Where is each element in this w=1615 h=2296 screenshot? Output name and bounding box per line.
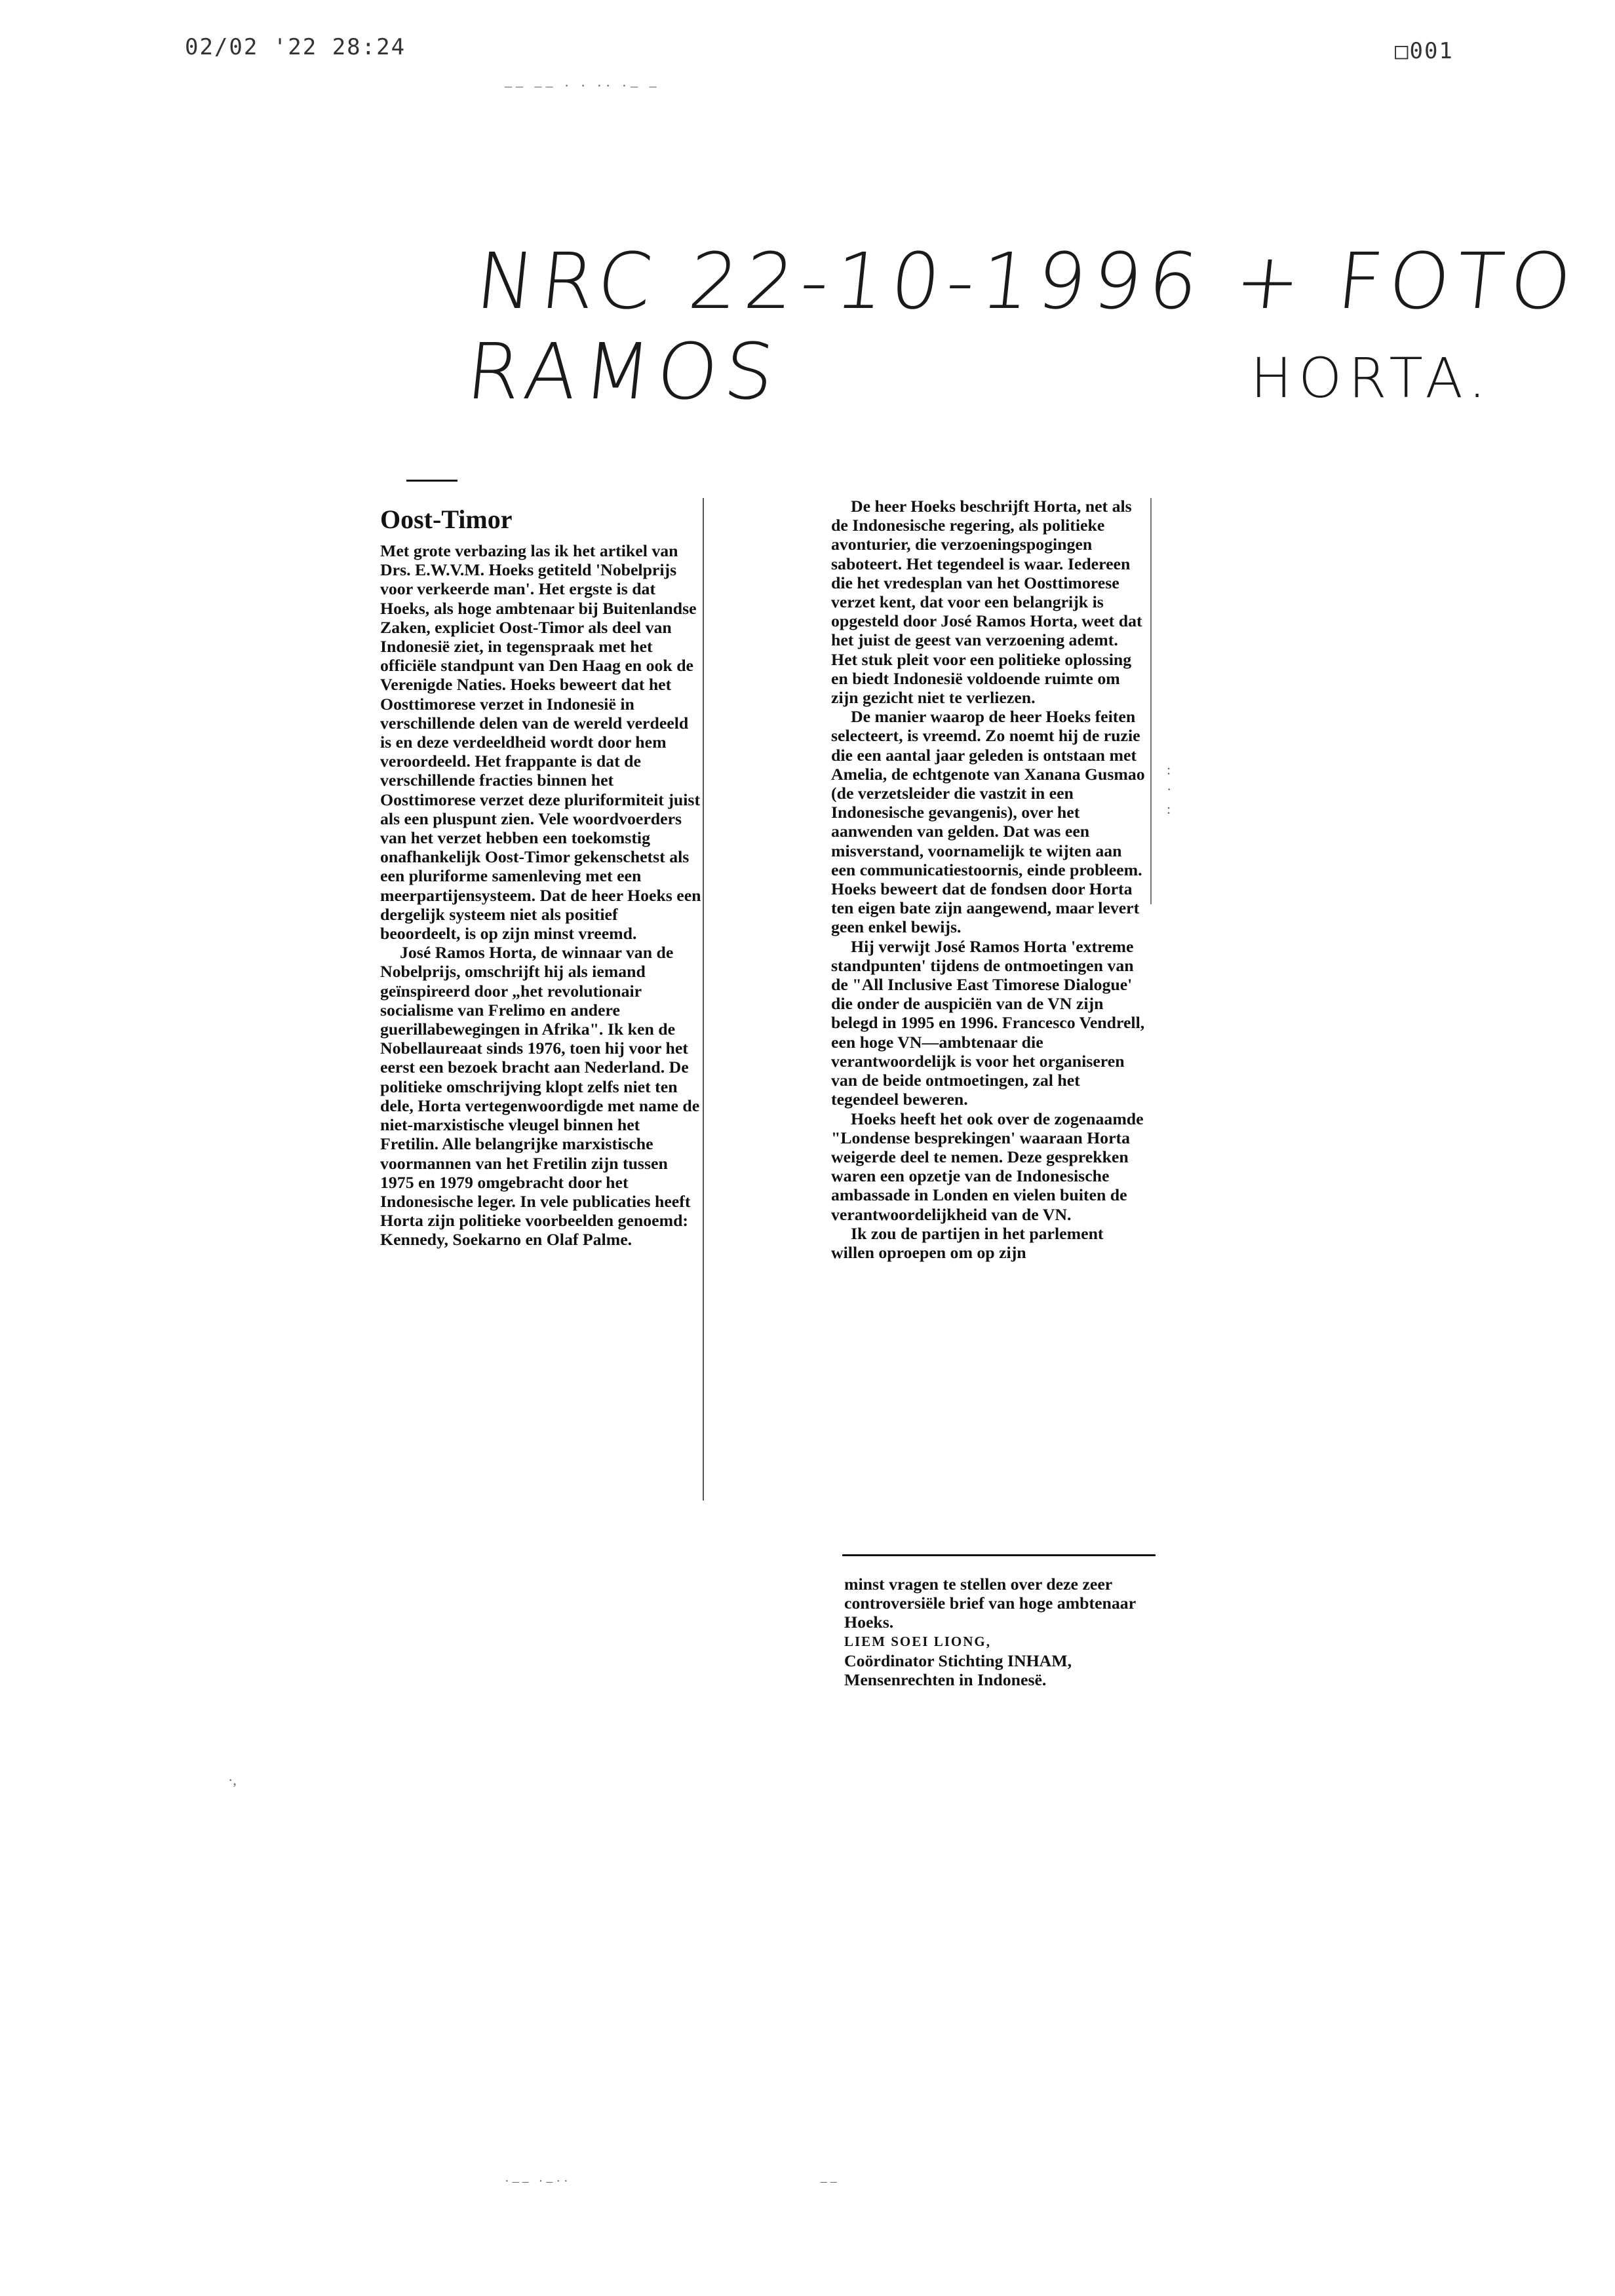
article-paragraph: Met grote verbazing las ik het artikel van Drs. E.W.V.M. Hoeks getiteld 'Nobelprijs voor verkeerde man'. Het ergste is dat Hoeks, als hoge ambtenaar bij Buitenlandse Zaken, expliciet Oost-Timor als deel van Indonesië ziet, in tegenspraak met het officiële standpunt van Den Haag en ook de Verenigde Naties. Hoeks beweert dat het Oosttimorese verzet in Indonesië in verschillende delen van de wereld verdeeld is en deze verdeeldheid wordt door hem veroordeeld. Het frappante is dat de verschillende fracties binnen het Oosttimorese verzet deze pluriformiteit juist als een pluspunt zien. Vele woordvoerders van het verzet hebben een toekomstig onafhankelijk Oost-Timor gekenschetst als een pluriforme samenleving met een meerpartijensysteem. Dat de heer Hoeks een dergelijk systeem niet als positief beoordeelt, is op zijn minst vreemd. (380, 541, 701, 944)
handwritten-annotation-line1: NRC 22-10-1996 + FOTO RAMOS (462, 236, 1583, 417)
column-divider-right (1150, 498, 1152, 904)
signature-role: Coördinator Stichting INHAM, (844, 1651, 1072, 1670)
article-paragraph: minst vragen te stellen over deze zeer controversiële brief van hoge ambtenaar Hoeks. (844, 1575, 1136, 1632)
headline-rule (406, 480, 457, 482)
article-paragraph: Hoeks heeft het ook over de zogenaamde "Londense besprekingen' waaraan Horta weigerde deel te nemen. Deze gesprekken waren een opzetje van de Indonesische ambassade in Londen en vielen buiten de verantwoordelijkheid van de VN. (831, 1109, 1144, 1224)
signature-org: Mensenrechten in Indonesë. (844, 1670, 1047, 1690)
article-headline: Oost-Timor (380, 505, 513, 534)
column-end-rule (842, 1554, 1156, 1556)
article-column-2 (831, 497, 1146, 1262)
scan-noise: ·–– ·–·· –– (505, 2174, 840, 2189)
column-divider (703, 498, 704, 1501)
handwritten-annotation-line2: HORTA. (1251, 346, 1493, 410)
article-paragraph: Ik zou de partijen in het parlement willen oproepen om op zijn (831, 1223, 1104, 1262)
article-column-1 (380, 505, 701, 1250)
fax-timestamp: 02/02 '22 28:24 (185, 34, 406, 60)
scan-noise: –– –– · · ·· ·– – (505, 77, 661, 94)
article-paragraph: De heer Hoeks beschrijft Horta, net als de Indonesische regering, als politieke avonturier, die verzoeningspogingen saboteert. Het tegendeel is waar. Iedereen die het vredesplan van het Oosttimorese verzet kent, dat voor een belangrijk is opgesteld door José Ramos Horta, weet dat het juist de geest van verzoening ademt. Het stuk pleit voor een politieke oplossing en biedt Indonesië voldoende ruimte om zijn gezicht niet te verliezen. (831, 497, 1142, 708)
article-column-3 (844, 1575, 1152, 1689)
scan-noise: : · : (1167, 761, 1172, 817)
article-paragraph: Hij verwijt José Ramos Horta 'extreme standpunten' tijdens de ontmoetingen van de "All Inclusive East Timorese Dialogue' die onder de auspiciën van de VN zijn belegd in 1995 en 1996. Francesco Vendrell, een hoge VN—ambtenaar die verantwoordelijk is voor het organiseren van de beide ontmoetingen, zal het tegendeel beweren. (831, 936, 1145, 1109)
signature-name: LIEM SOEI LIONG, (844, 1633, 991, 1649)
article-paragraph: De manier waarop de heer Hoeks feiten selecteert, is vreemd. Zo noemt hij de ruzie die een aantal jaar geleden is ontstaan met Amelia, de echtgenote van Xanana Gusmao (de verzetsleider die vastzit in een Indonesische gevangenis), over het aanwenden van gelden. Dat was een misverstand, voornamelijk te wijten aan een communicatiestoornis, einde probleem. Hoeks beweert dat de fondsen door Horta ten eigen bate zijn aangewend, maar levert geen enkel bewijs. (831, 707, 1145, 937)
fax-page-number: □001 (1395, 38, 1454, 64)
scan-noise: ·, (228, 1772, 237, 1788)
article-paragraph: José Ramos Horta, de winnaar van de Nobelprijs, omschrijft hij als iemand geïnspireerd door „het revolutionair socialisme van Frelimo en andere guerillabewegingen in Afrika". Ik ken de Nobellaureaat sinds 1976, toen hij voor het eerst een bezoek bracht aan Nederland. De politieke omschrijving klopt zelfs niet ten dele, Horta vertegenwoordigde met name de niet-marxistische vleugel binnen het Fretilin. Alle belangrijke marxistische voormannen van het Fretilin zijn tussen 1975 en 1979 omgebracht door het Indonesische leger. In vele publicaties heeft Horta zijn politieke voorbeelden genoemd: Kennedy, Soekarno en Olaf Palme. (380, 943, 700, 1250)
